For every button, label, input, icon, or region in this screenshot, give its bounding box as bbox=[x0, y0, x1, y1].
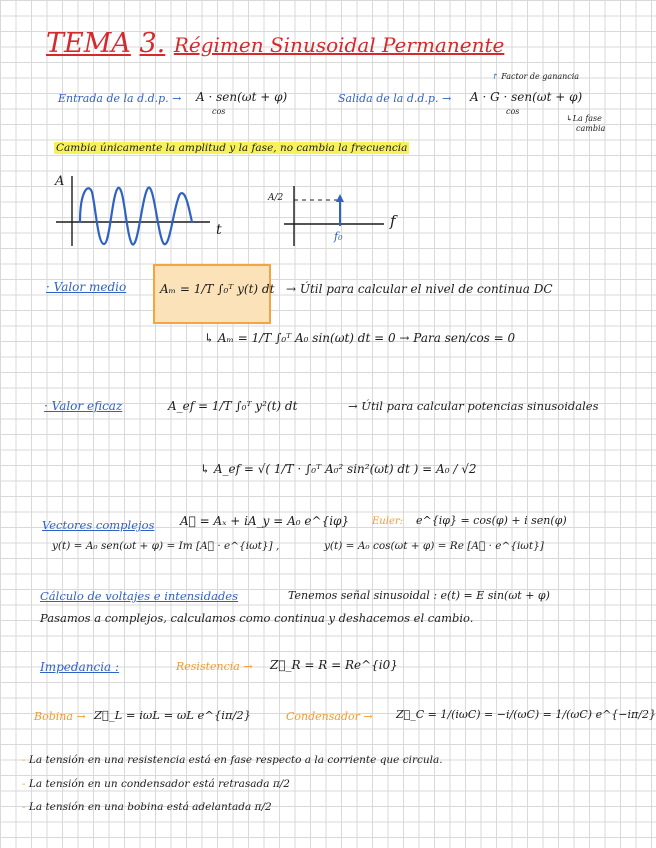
sine-wave bbox=[80, 188, 192, 245]
resistencia-label: Resistencia → bbox=[176, 660, 253, 673]
freq-spike-arrowhead bbox=[336, 194, 344, 202]
input-label: Entrada de la d.d.p. → bbox=[58, 92, 182, 105]
title-number: 3. bbox=[139, 28, 166, 59]
input-cos: cos bbox=[212, 107, 226, 116]
valor-eficaz-example: ↳ A_ef = √( 1/T · ∫₀ᵀ A₀² sin²(ωt) dt ) = A₀ / √2 bbox=[200, 462, 477, 476]
time-domain-graph bbox=[52, 174, 222, 254]
bullet-dash-icon: - bbox=[22, 778, 29, 790]
input-formula: A · sen(ωt + φ) bbox=[196, 90, 288, 104]
resistencia-formula: Z⃗_R = R = Re^{i0} bbox=[270, 658, 398, 672]
frequency-highlight: Cambia únicamente la amplitud y la fase, no cambia la frecuencia bbox=[56, 142, 408, 154]
arrow-up-icon: ↱ bbox=[492, 72, 499, 81]
list-item bbox=[22, 754, 443, 766]
freq-graph-marker: f₀ bbox=[334, 230, 343, 243]
vectores-formula: A⃗ = Aₓ + iA_y = A₀ e^{iφ} bbox=[180, 514, 350, 528]
condensador-formula: Z⃗_C = 1/(iωC) = −i/(ωC) = 1/(ωC) e^{−iπ/2} bbox=[396, 708, 656, 721]
valor-eficaz-label: · Valor eficaz bbox=[44, 399, 123, 413]
valor-eficaz-formula: A_ef = 1/T ∫₀ᵀ y²(t) dt bbox=[168, 399, 298, 413]
valor-medio-example: ↳ Aₘ = 1/T ∫₀ᵀ A₀ sin(ωt) dt = 0 → Para sen/cos = 0 bbox=[204, 331, 516, 345]
title-prefix: TEMA bbox=[46, 28, 131, 59]
vectores-re-line: y(t) = A₀ cos(ωt + φ) = Re [A⃗ · e^{iωt}] bbox=[324, 540, 544, 552]
output-cos: cos bbox=[506, 107, 520, 116]
valor-medio-label: · Valor medio bbox=[46, 280, 127, 294]
output-formula: A · G · sen(ωt + φ) bbox=[470, 90, 583, 104]
freq-graph-y-label: A/2 bbox=[268, 193, 284, 203]
valor-medio-formula: Aₘ = 1/T ∫₀ᵀ y(t) dt bbox=[160, 282, 275, 296]
time-graph-x-label: t bbox=[216, 222, 222, 238]
vectores-im-line: y(t) = A₀ sen(ωt + φ) = Im [A⃗ · e^{iωt}] , bbox=[52, 540, 280, 552]
bullet-dash-icon: - bbox=[22, 754, 29, 766]
bullet-text: La tensión en un condensador está retrasada π/2 bbox=[28, 778, 290, 790]
output-label: Salida de la d.d.p. → bbox=[338, 92, 452, 105]
phase-note-line2: cambia bbox=[576, 124, 606, 133]
valor-eficaz-note: → Útil para calcular potencias sinusoidales bbox=[348, 399, 599, 413]
phase-note-line1: La fase bbox=[572, 114, 602, 123]
bullet-text: La tensión en una bobina está adelantada π/2 bbox=[28, 801, 272, 813]
title-name: Régimen Sinusoidal Permanente bbox=[173, 33, 505, 57]
gain-note-text: Factor de ganancia bbox=[501, 72, 580, 81]
gain-note bbox=[492, 72, 579, 81]
bobina-label: Bobina → bbox=[34, 710, 86, 723]
list-item bbox=[22, 778, 290, 790]
euler-label: Euler: bbox=[372, 516, 404, 527]
bullet-text: La tensión en una resistencia está en fase respecto a la corriente que circula. bbox=[28, 754, 443, 766]
vectores-label: Vectores complejos bbox=[42, 518, 155, 532]
calculo-text1: Tenemos señal sinusoidal : e(t) = E sin(ωt + φ) bbox=[288, 589, 550, 602]
impedancia-label: Impedancia : bbox=[40, 660, 120, 674]
valor-medio-note: → Útil para calcular el nivel de continua DC bbox=[286, 282, 553, 296]
bobina-formula: Z⃗_L = iωL = ωL e^{iπ/2} bbox=[94, 708, 252, 722]
page-title bbox=[46, 28, 504, 59]
condensador-label: Condensador → bbox=[286, 710, 373, 723]
freq-graph-x-label: f bbox=[390, 212, 396, 230]
calculo-text2: Pasamos a complejos, calculamos como continua y deshacemos el cambio. bbox=[40, 611, 474, 625]
arrow-down-icon: ↳ bbox=[566, 114, 573, 123]
bullet-dash-icon: - bbox=[22, 801, 29, 813]
phase-note bbox=[566, 114, 605, 134]
list-item bbox=[22, 801, 272, 813]
euler-formula: e^{iφ} = cos(φ) + i sen(φ) bbox=[416, 514, 567, 527]
time-graph-y-label: A bbox=[55, 174, 65, 189]
calculo-label: Cálculo de voltajes e intensidades bbox=[40, 589, 239, 603]
